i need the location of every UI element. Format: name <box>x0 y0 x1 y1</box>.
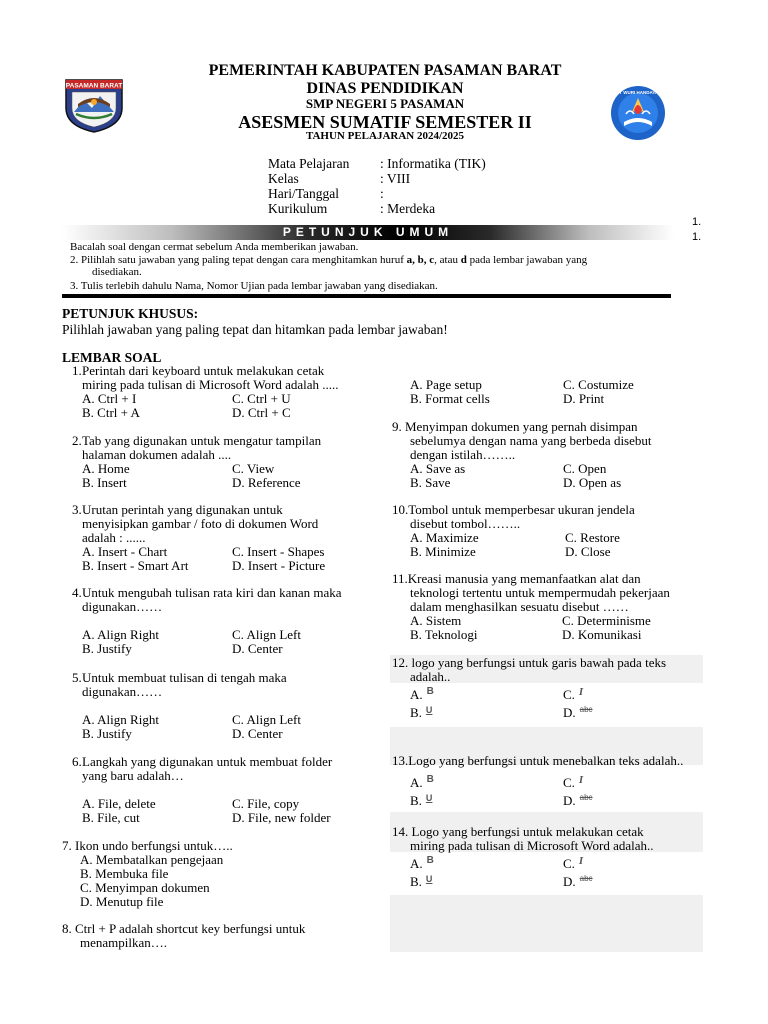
option-d[interactable]: D. abc <box>563 874 593 889</box>
option-c[interactable]: C. Align Left <box>232 712 301 727</box>
question-1: 1. Perintah dari keyboard untuk melakukan cetak miring pada tulisan di Microsoft Word adalah ..... A. Ctrl + I C. Ctrl + U B. Ctrl + A D. Ctrl + C <box>62 364 382 420</box>
option-a[interactable]: A. Save as <box>410 461 466 476</box>
meta-class: Kelas : VIII <box>268 171 411 186</box>
option-b[interactable]: B. Justify <box>82 726 132 741</box>
option-c[interactable]: C. Determinisme <box>562 613 651 628</box>
question-5: 5. Untuk membuat tulisan di tengah maka digunakan…… A. Align Right C. Align Left B. Justify D. Center <box>62 671 382 741</box>
question-7: 7. Ikon undo berfungsi untuk….. A. Membatalkan pengejaan B. Membuka file C. Menyimpan dokumen D. Menutup file <box>62 839 382 909</box>
exam-meta <box>268 156 486 216</box>
underline-icon: U <box>425 793 433 803</box>
option-a[interactable]: A. Membatalkan pengejaan <box>80 852 224 867</box>
option-a[interactable]: A. Insert - Chart <box>82 544 168 559</box>
option-a[interactable]: A. Maximize <box>410 530 479 545</box>
option-d[interactable]: D. Center <box>232 641 283 656</box>
svg-text:TUT WURI HANDAYANI: TUT WURI HANDAYANI <box>613 90 663 95</box>
question-8: 8. Ctrl + P adalah shortcut key berfungsi untuk menampilkan…. <box>62 921 306 950</box>
option-d[interactable]: D. Print <box>563 391 605 406</box>
header-agency: DINAS PENDIDIKAN <box>306 80 464 97</box>
question-8-options <box>410 378 710 406</box>
option-b[interactable]: B. U <box>410 705 433 720</box>
question-9: 9. Menyimpan dokumen yang pernah disimpan sebelumya dengan nama yang berbeda disebut dengan istilah…….. A. Save as C. Open B. Save D. Open as <box>392 420 712 490</box>
bold-icon: B <box>426 686 434 697</box>
option-d[interactable]: D. Ctrl + C <box>232 405 291 420</box>
question-12: 12. logo yang berfungsi untuk garis bawah pada teks adalah.. A. B C. I B. U D. abc <box>392 656 712 720</box>
option-a[interactable]: A. Align Right <box>82 712 159 727</box>
option-c[interactable]: C. I <box>563 686 584 702</box>
option-b[interactable]: B. Save <box>410 475 451 490</box>
meta-subject: Mata Pelajaran : Informatika (TIK) <box>268 156 486 171</box>
question-14: 14. Logo yang berfungsi untuk melakukan cetak miring pada tulisan di Microsoft Word adalah.. A. B C. I B. U D. abc <box>392 825 712 889</box>
pasaman-barat-logo <box>62 74 126 134</box>
option-c[interactable]: C. Restore <box>565 530 620 545</box>
strikethrough-icon: abc <box>579 793 593 802</box>
bold-icon: B <box>426 774 434 785</box>
option-d[interactable]: D. Center <box>232 726 283 741</box>
meta-curriculum: Kurikulum : Merdeka <box>268 201 436 216</box>
option-d[interactable]: D. Insert - Picture <box>232 558 326 573</box>
strikethrough-icon: abc <box>579 705 593 714</box>
shaded-block <box>390 895 703 952</box>
option-c[interactable]: C. Menyimpan dokumen <box>80 880 210 895</box>
option-a[interactable]: A. Ctrl + I <box>82 391 137 406</box>
option-d[interactable]: D. abc <box>563 705 593 720</box>
option-a[interactable]: A. Home <box>82 461 130 476</box>
option-d[interactable]: D. Komunikasi <box>562 627 642 642</box>
option-b[interactable]: B. Insert <box>82 475 127 490</box>
option-b[interactable]: B. U <box>410 874 433 889</box>
option-b[interactable]: B. Membuka file <box>80 866 169 881</box>
option-d[interactable]: D. Open as <box>563 475 622 490</box>
meta-date: Hari/Tanggal : <box>268 186 384 201</box>
option-c[interactable]: C. I <box>563 774 584 790</box>
svg-text:PASAMAN BARAT: PASAMAN BARAT <box>65 82 123 90</box>
option-c[interactable]: C. Align Left <box>232 627 301 642</box>
header-school: SMP NEGERI 5 PASAMAN <box>305 96 465 111</box>
option-b[interactable]: B. U <box>410 793 433 808</box>
strikethrough-icon: abc <box>579 874 593 883</box>
special-instructions-title: PETUNJUK KHUSUS: <box>62 306 199 321</box>
option-a[interactable]: A. B <box>410 686 434 702</box>
option-a[interactable]: A. Align Right <box>82 627 159 642</box>
option-c[interactable]: C. File, copy <box>232 796 300 811</box>
option-a[interactable]: A. Page setup <box>410 377 482 392</box>
option-c[interactable]: C. View <box>232 461 275 476</box>
option-b[interactable]: B. Insert - Smart Art <box>82 558 189 573</box>
italic-icon: I <box>578 686 584 698</box>
general-instructions-banner: PETUNJUK UMUM <box>62 225 674 240</box>
option-c[interactable]: C. Open <box>563 461 607 476</box>
instruction-2: 2. Pilihlah satu jawaban yang paling tepat dengan cara menghitamkan huruf a, b, c, atau d pada lembar jawaban yang <box>70 254 588 266</box>
option-a[interactable]: A. Sistem <box>410 613 462 628</box>
option-a[interactable]: A. File, delete <box>82 796 156 811</box>
italic-icon: I <box>578 774 584 786</box>
italic-icon: I <box>578 855 584 867</box>
instruction-2-cont: disediakan. <box>92 266 142 278</box>
option-b[interactable]: B. Justify <box>82 641 132 656</box>
header-year: TAHUN PELAJARAN 2024/2025 <box>305 130 465 142</box>
underline-icon: U <box>425 705 433 715</box>
option-c[interactable]: C. I <box>563 855 584 871</box>
question-11: 11.Kreasi manusia yang memanfaatkan alat dan teknologi tertentu untuk mempermudah pekerjaan dalam menghasilkan sesuatu disebut …… A. Sistem C. Determinisme B. Teknologi D. Komunikasi <box>392 572 712 642</box>
instruction-3: 3. Tulis terlebih dahulu Nama, Nomor Ujian pada lembar jawaban yang disediakan. <box>70 280 438 292</box>
question-3: 3. Urutan perintah yang digunakan untuk menyisipkan gambar / foto di dokumen Word adalah : ...... A. Insert - Chart C. Insert - Shapes B. Insert - Smart Art D. Insert - Picture <box>62 503 382 573</box>
question-sheet-title: LEMBAR SOAL <box>62 350 162 365</box>
question-4: 4. Untuk mengubah tulisan rata kiri dan kanan maka digunakan…… A. Align Right C. Align Left B. Justify D. Center <box>62 586 382 656</box>
question-2: 2. Tab yang digunakan untuk mengatur tampilan halaman dokumen adalah .... A. Home C. View B. Insert D. Reference <box>62 434 382 490</box>
option-c[interactable]: C. Ctrl + U <box>232 391 291 406</box>
option-d[interactable]: D. File, new folder <box>232 810 331 825</box>
special-instructions-text: Pilihlah jawaban yang paling tepat dan hitamkan pada lembar jawaban! <box>62 322 448 337</box>
option-d[interactable]: D. abc <box>563 793 593 808</box>
question-10: 10.Tombol untuk memperbesar ukuran jendela disebut tombol…….. A. Maximize C. Restore B. Minimize D. Close <box>392 503 712 559</box>
option-c[interactable]: C. Insert - Shapes <box>232 544 325 559</box>
option-d[interactable]: D. Reference <box>232 475 301 490</box>
option-b[interactable]: B. Teknologi <box>410 627 478 642</box>
side-number: 1. <box>692 216 702 228</box>
option-a[interactable]: A. B <box>410 774 434 790</box>
option-d[interactable]: D. Close <box>565 544 611 559</box>
instruction-1: Bacalah soal dengan cermat sebelum Anda memberikan jawaban. <box>70 241 359 253</box>
side-number: 1. <box>692 231 702 243</box>
option-d[interactable]: D. Menutup file <box>80 894 164 909</box>
divider <box>62 294 671 298</box>
option-c[interactable]: C. Costumize <box>563 377 634 392</box>
option-a[interactable]: A. B <box>410 855 434 871</box>
header-government: PEMERINTAH KABUPATEN PASAMAN BARAT <box>208 62 562 79</box>
underline-icon: U <box>425 874 433 884</box>
option-b[interactable]: B. Format cells <box>410 391 490 406</box>
option-b[interactable]: B. Ctrl + A <box>82 405 140 420</box>
option-b[interactable]: B. File, cut <box>82 810 140 825</box>
option-b[interactable]: B. Minimize <box>410 544 476 559</box>
header-exam-title: ASESMEN SUMATIF SEMESTER II <box>238 112 532 132</box>
question-13: 13.Logo yang berfungsi untuk menebalkan teks adalah.. A. B C. I B. U D. abc <box>392 754 712 808</box>
bold-icon: B <box>426 855 434 866</box>
question-6: 6. Langkah yang digunakan untuk membuat folder yang baru adalah… A. File, delete C. File, copy B. File, cut D. File, new folder <box>62 755 382 825</box>
